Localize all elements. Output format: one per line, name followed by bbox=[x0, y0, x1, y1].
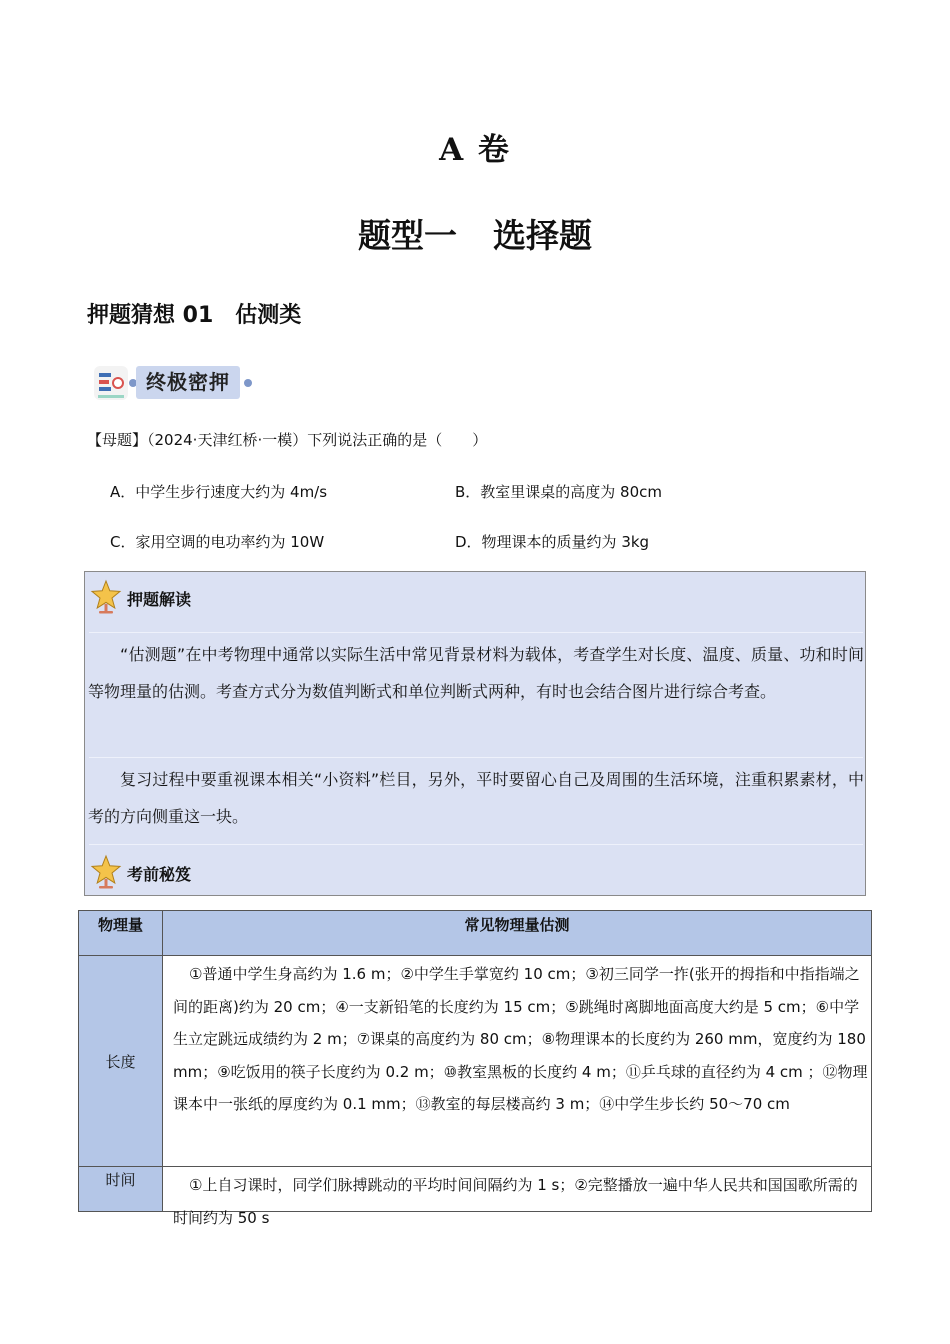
analysis-paragraph-1: “估测题”在中考物理中通常以实际生活中常见背景材料为载体，考查学生对长度、温度、质量、功和时间等物理量的估测。考查方式分为数值判断式和单位判断式两种，有时也会结合图片进行综合考查。 bbox=[88, 645, 864, 701]
section-title bbox=[87, 298, 301, 329]
question-type-title bbox=[0, 210, 950, 257]
target-icon bbox=[94, 366, 128, 400]
badge-right-dot bbox=[244, 379, 252, 387]
table-row bbox=[79, 956, 872, 1167]
option-a: A．中学生步行速度大约为 4m/s bbox=[110, 483, 328, 501]
divider bbox=[89, 632, 863, 633]
option-b: B．教室里课桌的高度为 80cm bbox=[455, 483, 663, 501]
analysis-box bbox=[84, 571, 866, 896]
final-prediction-badge bbox=[94, 364, 264, 402]
analysis-heading bbox=[91, 580, 291, 614]
question-type-name: 选择题 bbox=[493, 216, 592, 255]
table-header-row bbox=[79, 911, 872, 956]
star-icon bbox=[91, 580, 121, 614]
section-name: 估测类 bbox=[235, 303, 302, 328]
option-d: D．物理课本的质量约为 3kg bbox=[455, 533, 650, 551]
estimation-table bbox=[78, 910, 872, 1227]
tips-heading bbox=[91, 855, 291, 889]
volume-title: A 卷 bbox=[439, 132, 511, 168]
header-quantity: 物理量 bbox=[79, 911, 163, 956]
header-estimation: 常见物理量估测 bbox=[163, 911, 872, 956]
star-icon bbox=[91, 855, 121, 889]
row-content: ①普通中学生身高约为 1.6 m；②中学生手掌宽约 10 cm；③初三同学一拃(张开的拇指和中指指端之间的距离)约为 20 cm；④一支新铅笔的长度约为 15 cm；⑤跳绳时离脚地面高度大约是 5 cm；⑥中学生立定跳远成绩约为 2 m；⑦课桌的高度约为 80 cm；⑧物理课本的长度约为 260 mm，宽度约为 180 mm；⑨吃饭用的筷子长度约为 0.2 m；⑩教室黑板的长度约 4 m；⑪乒乓球的直径约为 4 cm ；⑫物理课本中一张纸的厚度约为 0.1 mm；⑬教室的每层楼高约 3 m；⑭中学生步长约 50～70 cm bbox=[163, 956, 872, 1167]
row-content: ①上自习课时，同学们脉搏跳动的平均时间间隔约为 1 s；②完整播放一遍中华人民共和国国歌所需的时间约为 50 s bbox=[163, 1167, 872, 1212]
section-number: 押题猜想 01 bbox=[87, 303, 214, 328]
divider bbox=[89, 757, 863, 758]
row-category: 长度 bbox=[79, 956, 163, 1167]
analysis-paragraph-2: 复习过程中要重视课本相关“小资料”栏目，另外，平时要留心自己及周围的生活环境，注重积累素材，中考的方向侧重这一块。 bbox=[88, 770, 864, 826]
question-stem: 【母题】（2024·天津红桥·一模）下列说法正确的是（ ） bbox=[87, 431, 488, 449]
tips-heading-text: 考前秘笈 bbox=[127, 865, 192, 884]
row-category: 时间 bbox=[79, 1167, 163, 1212]
table-row bbox=[79, 1167, 872, 1212]
analysis-heading-text: 押题解读 bbox=[127, 590, 192, 609]
badge-label: 终极密押 bbox=[136, 366, 240, 399]
option-c: C．家用空调的电功率约为 10W bbox=[110, 533, 325, 551]
divider bbox=[89, 844, 863, 845]
question-type-number: 题型一 bbox=[358, 216, 457, 255]
